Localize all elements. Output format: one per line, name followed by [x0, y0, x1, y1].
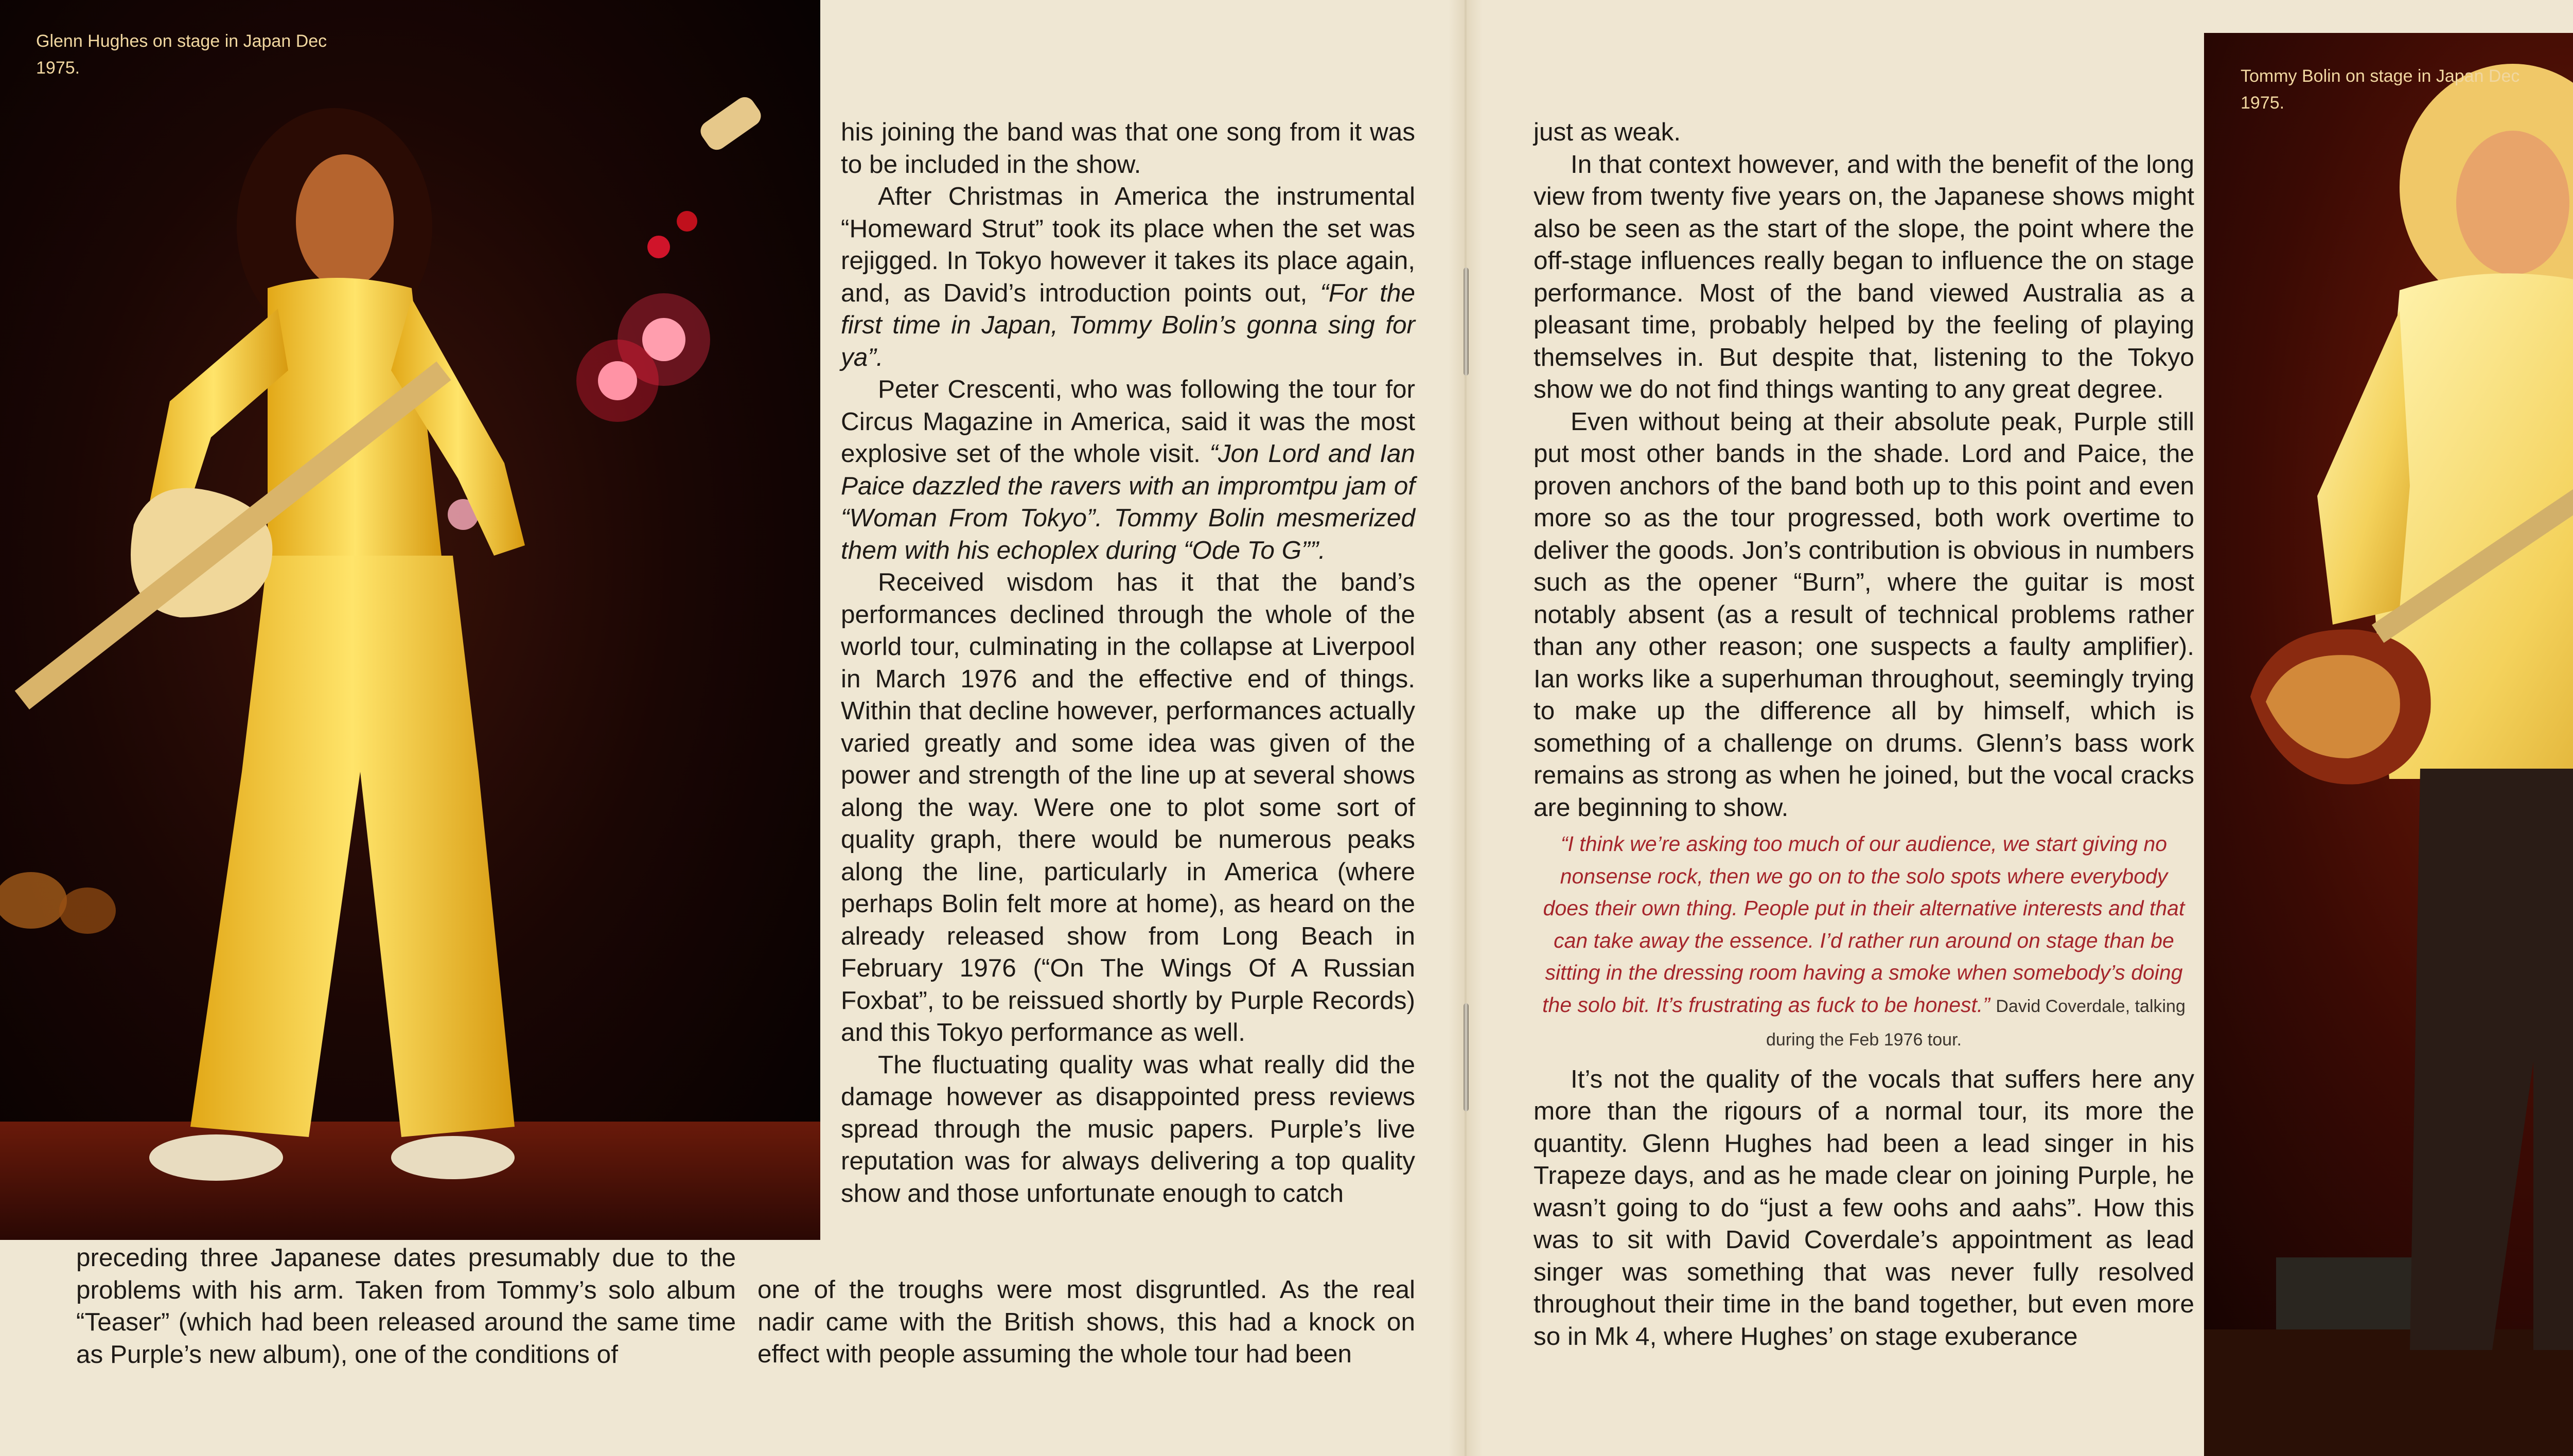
paragraph: The fluctuating quality was what really did the damage however as disappointed press reviews spread through the music papers. Purple’s live reputation was for always delivering a top quality show and those unfortunate enough to catch [841, 1050, 1415, 1208]
pull-quote-text: “I think we’re asking too much of our audience, we start giving no nonsense rock, then we go on to the solo spots where everybody does their own thing. People put in their alternative interests and that can take away the essence. I’d rather run around on stage than be sitting in the dressing room having a smoke when somebody’s doing the solo bit. It’s frustrating as fuck to be honest.” [1542, 832, 2185, 1017]
paragraph: just as weak. [1534, 118, 1681, 146]
paragraph: preceding three Japanese dates presumably due to the problems with his arm. Taken from Tommy’s solo album “Teaser” (which had been released around the same time as Purple’s new album), one of the conditions of [76, 1244, 736, 1369]
text-column-right [1534, 116, 2194, 1353]
paragraph: It’s not the quality of the vocals that suffers here any more than the rigours of a normal tour, its more the quantity. Glenn Hughes had been a lead singer in his Trapeze days, and as he made clear on joining Purple, he wasn’t going to do “just a few oohs and aahs”. How this was to sit with David Coverdale’s appointment as lead singer was something that was never fully resolved throughout their time in the band together, but even more so in Mk 4, where Hughes’ on stage exuberance [1534, 1064, 2194, 1351]
text-column-left-right [841, 116, 1415, 1210]
staple-top [1464, 268, 1469, 376]
paragraph: Received wisdom has it that the band’s performances declined through the whole of the world tour, culminating in the collapse at Liverpool in March 1976 and the effective end of things. Within that decline however, performances actually varied greatly and some idea was given of the power and strength of the line up at several shows along the way. Were one to plot some sort of quality graph, there would be numerous peaks along the line, particularly in America (where perhaps Bolin felt more at home), as heard on the already released show from Long Beach in February 1976 (“On The Wings Of A Russian Foxbat”, to be reissued shortly by Purple Records) and this Tokyo performance as well. [841, 568, 1415, 1046]
paragraph: In that context however, and with the benefit of the long view from twenty five years on, the Japanese shows might also be seen as the start of the slope, the point where the off-stage influences really began to influence the on stage performance. Most of the band viewed Australia as a pleasant time, probably helped by the feeling of playing themselves in. But despite that, listening to the Tokyo show we do not find things wanting to any great degree. [1534, 150, 2194, 403]
text-column-left-bottom [76, 1242, 736, 1371]
paragraph [841, 374, 1415, 566]
staple-bottom [1464, 1003, 1469, 1111]
paragraph [841, 181, 1415, 374]
inline-quote: “For the first time in Japan, Tommy Bolin’s gonna sing for ya”. [841, 278, 1415, 371]
paragraph-text: After Christmas in America the instrumental “Homeward Strut” took its place when the set was rejigged. In Tokyo however it takes its place again, and, as David’s introduction points out, [841, 182, 1415, 307]
paragraph: his joining the band was that one song from it was to be included in the show. [841, 118, 1415, 179]
paragraph: Even without being at their absolute peak, Purple still put most other bands in the shade. Lord and Paice, the proven anchors of the band both up to this point and even more so as the tour progressed, both work overtime to deliver the goods. Jon’s contribution is obvious in numbers such as the opener “Burn”, where the guitar is most notably absent (as a result of technical problems rather than any other reason; one suspects a faulty amplifier). Ian works like a superhuman throughout, seemingly trying to make up the difference all by himself, which is something of a challenge on drums. Glenn’s bass work remains as strong as when he joined, but the vocal cracks are beginning to show. [1534, 407, 2194, 822]
inline-quote: “Jon Lord and Ian Paice dazzled the ravers with an impromtpu jam of “Woman From Tokyo”. Tommy Bolin mesmerized them with his echoplex during “Ode To G””. [841, 439, 1415, 564]
book-spine [1449, 0, 1483, 1456]
photo-caption-left: Glenn Hughes on stage in Japan Dec 1975. [36, 31, 327, 78]
text-column-left-right-continued [757, 1274, 1415, 1371]
pull-quote-credit: David Coverdale, talking during the Feb 1976 tour. [1766, 996, 2186, 1050]
photo-glenn-hughes [0, 0, 820, 1240]
paragraph: one of the troughs were most disgruntled. As the real nadir came with the British shows, this had a knock on effect with people assuming the whole tour had been [757, 1275, 1415, 1368]
pull-quote [1534, 828, 2194, 1056]
photo-caption-right: Tommy Bolin on stage in Japan Dec 1975. [2241, 66, 2520, 113]
photo-tommy-bolin [2204, 33, 2573, 1456]
paragraph-text: Peter Crescenti, who was following the tour for Circus Magazine in America, said it was the most explosive set of the whole visit. [841, 375, 1415, 468]
